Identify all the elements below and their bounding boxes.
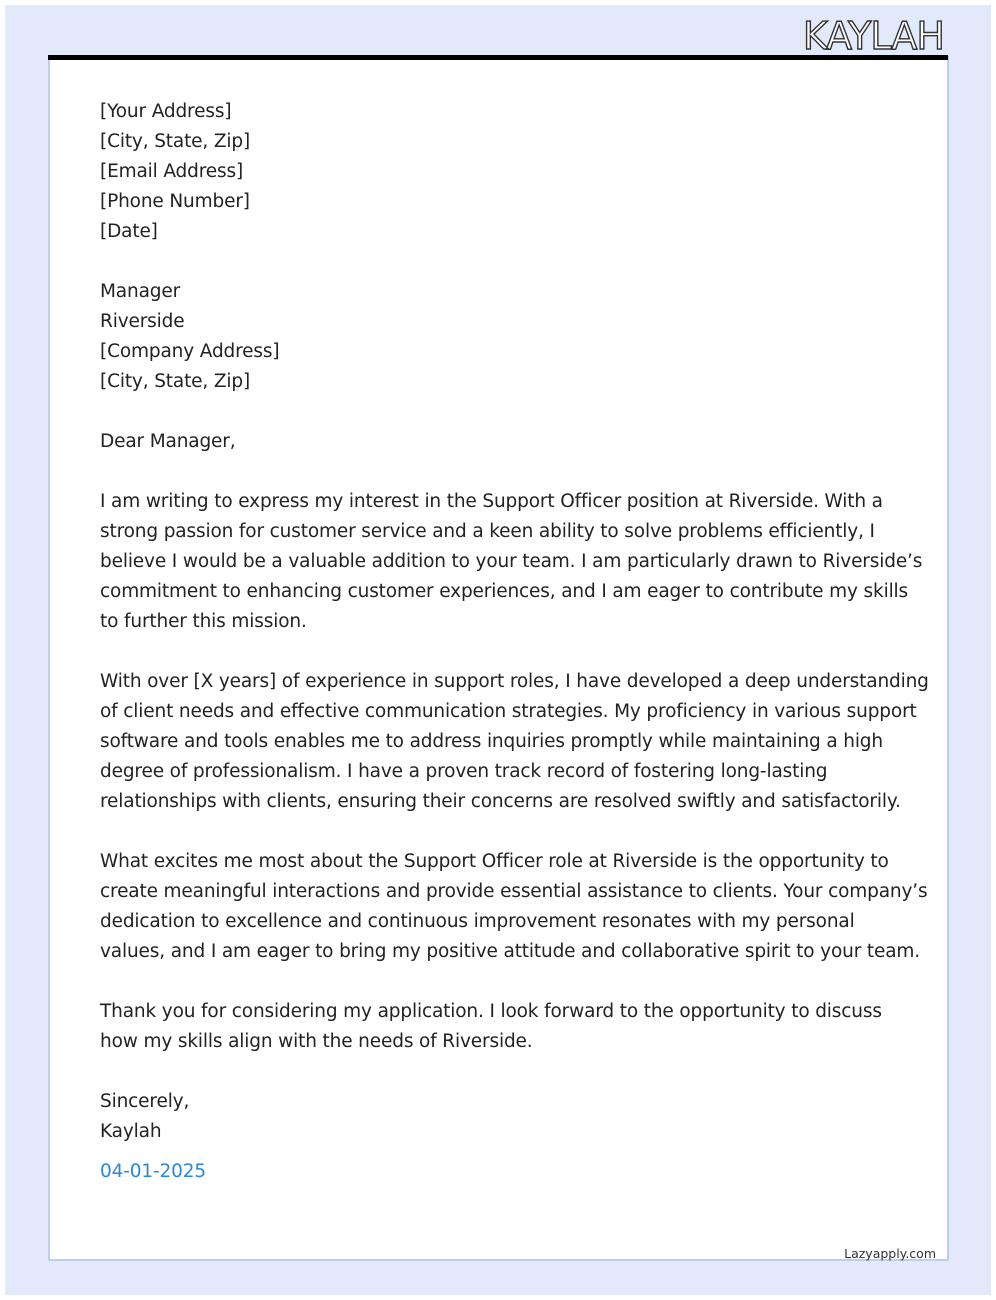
- sender-block: [100, 97, 900, 247]
- footer-source: Lazyapply.com: [844, 1246, 936, 1261]
- paragraph: [100, 997, 900, 1057]
- paragraph-line: Thank you for considering my application. I look forward to the opportunity to discuss: [100, 1001, 882, 1022]
- letter-date: 04-01-2025: [100, 1161, 207, 1182]
- paragraph: [100, 487, 923, 637]
- paragraph-line: degree of professionalism. I have a proven track record of fostering long-lasting: [100, 761, 828, 782]
- paragraph-line: of client needs and effective communication strategies. My proficiency in various support: [100, 701, 917, 722]
- paragraph-line: how my skills align with the needs of Riverside.: [100, 1031, 533, 1052]
- paragraph: [100, 667, 929, 817]
- sender-phone: [Phone Number]: [100, 191, 250, 212]
- paragraph-line: dedication to excellence and continuous improvement resonates with my personal: [100, 911, 855, 932]
- paragraph: [100, 847, 928, 967]
- recipient-title: Manager: [100, 281, 181, 302]
- paragraph-line: believe I would be a valuable addition to your team. I am particularly drawn to Riverside’s: [100, 551, 923, 572]
- sender-address: [Your Address]: [100, 101, 232, 122]
- recipient-city-state-zip: [City, State, Zip]: [100, 371, 251, 392]
- paragraph-line: values, and I am eager to bring my positive attitude and collaborative spirit to your team.: [100, 941, 921, 962]
- logo-text: KAYLAH: [802, 14, 944, 58]
- paragraph-line: create meaningful interactions and provide essential assistance to clients. Your company’s: [100, 881, 928, 902]
- paragraph-line: I am writing to express my interest in the Support Officer position at Riverside. With a: [100, 491, 883, 512]
- sender-date: [Date]: [100, 221, 158, 242]
- recipient-company-address: [Company Address]: [100, 341, 280, 362]
- paragraph-line: relationships with clients, ensuring their concerns are resolved swiftly and satisfactorily.: [100, 791, 901, 812]
- recipient-company: Riverside: [100, 311, 185, 332]
- letter-body: [100, 97, 929, 1187]
- paragraph-line: strong passion for customer service and a keen ability to solve problems efficiently, I: [100, 521, 875, 542]
- paragraph-line: With over [X years] of experience in support roles, I have developed a deep understanding: [100, 671, 929, 692]
- paragraph-line: What excites me most about the Support Officer role at Riverside is the opportunity to: [100, 851, 889, 872]
- paragraph-line: software and tools enables me to address inquiries promptly while maintaining a high: [100, 731, 883, 752]
- paragraph-line: commitment to enhancing customer experiences, and I am eager to contribute my skills: [100, 581, 909, 602]
- signature-name: Kaylah: [100, 1121, 162, 1142]
- paragraph-line: to further this mission.: [100, 611, 307, 632]
- salutation: Dear Manager,: [100, 431, 236, 452]
- closing-block: [100, 1087, 900, 1187]
- sender-city-state-zip: [City, State, Zip]: [100, 131, 251, 152]
- valediction: Sincerely,: [100, 1091, 190, 1112]
- sender-email: [Email Address]: [100, 161, 244, 182]
- recipient-block: [100, 277, 900, 397]
